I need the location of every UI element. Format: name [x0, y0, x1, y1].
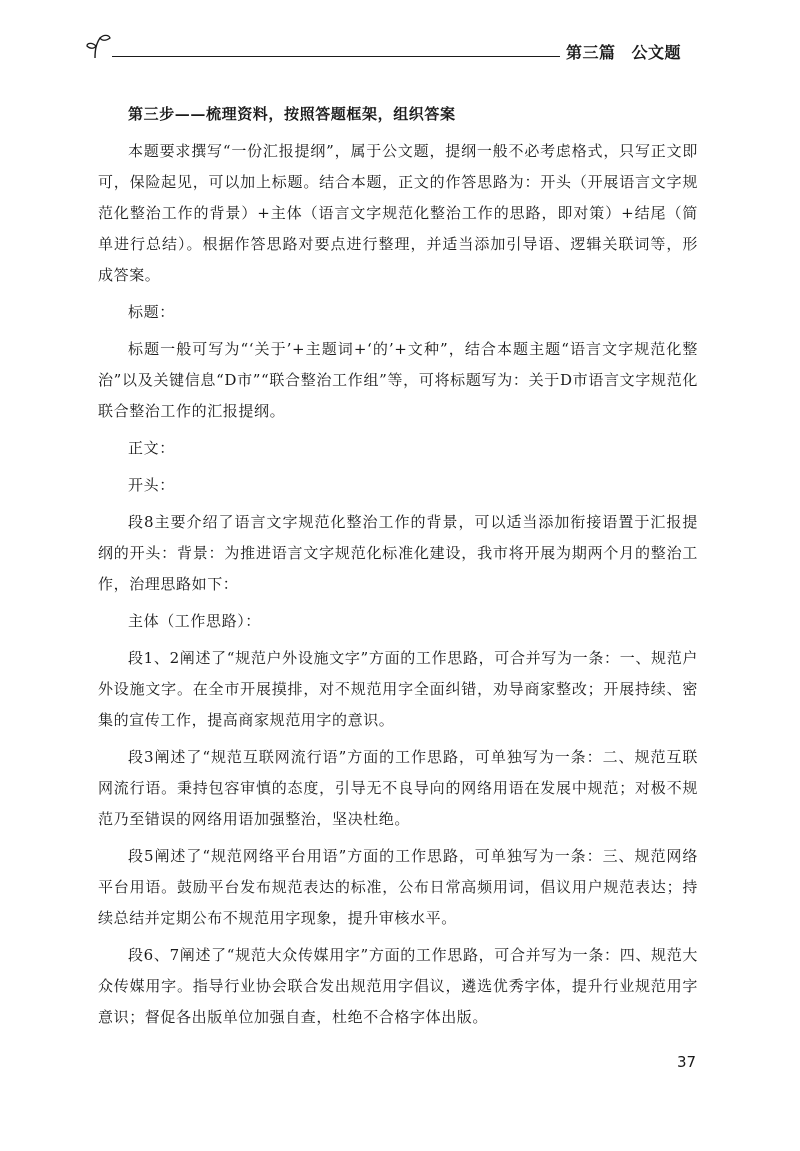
paragraph: 段8主要介绍了语言文字规范化整治工作的背景，可以适当添加衔接语置于汇报提纲的开头：背景：为推进语言文字规范化标准化建设，我市将开展为期两个月的整治工作，治理思路如下： — [98, 513, 698, 593]
section-label: 主体（工作思路）： — [128, 612, 261, 630]
paragraph: 段6、7阐述了“规范大众传媒用字”方面的工作思路，可合并写为一条：四、规范大众传媒用字。指导行业协会联合发出规范用字倡议，遴选优秀字体，提升行业规范用字意识；督促各出版单位加强自查，杜绝不合格字体出版。 — [98, 946, 698, 1026]
section-label: 标题： — [128, 303, 175, 321]
chapter-title — [566, 40, 681, 63]
paragraph: 标题一般可写为“‘关于’+主题词+‘的’+文种”，结合本题主题“语言文字规范化整治”以及关键信息“D市”“联合整治工作组”等，可将标题写为：关于D市语言文字规范化联合整治工作的汇报提纲。 — [98, 340, 698, 420]
paragraph: 本题要求撰写“一份汇报提纲”，属于公文题，提纲一般不必考虑格式，只写正文即可，保险起见，可以加上标题。结合本题，正文的作答思路为：开头（开展语言文字规范化整治工作的背景）+主体（语言文字规范化整治工作的思路，即对策）+结尾（简单进行总结）。根据作答思路对要点进行整理，并适当添加引导语、逻辑关联词等，形成答案。 — [98, 142, 698, 284]
paragraph: 段3阐述了“规范互联网流行语”方面的工作思路，可单独写为一条：二、规范互联网流行语。秉持包容审慎的态度，引导无不良导向的网络用语在发展中规范；对极不规范乃至错误的网络用语加强整治，坚决杜绝。 — [98, 748, 698, 828]
sprout-icon — [86, 32, 112, 60]
section-label: 开头： — [128, 476, 175, 494]
header-rule — [112, 56, 560, 57]
paragraph: 段5阐述了“规范网络平台用语”方面的工作思路，可单独写为一条：三、规范网络平台用语。鼓励平台发布规范表达的标准，公布日常高频用词，倡议用户规范表达；持续总结并定期公布不规范用字现象，提升审核水平。 — [98, 847, 698, 927]
page-number: 37 — [677, 1053, 697, 1071]
section-label: 正文： — [128, 439, 175, 457]
section-label: 公文题 — [631, 43, 682, 62]
running-header — [0, 0, 800, 70]
step-heading: 第三步——梳理资料，按照答题框架，组织答案 — [128, 105, 456, 123]
part-label: 第三篇 — [566, 43, 616, 62]
page-body — [98, 96, 698, 1036]
paragraph: 段1、2阐述了“规范户外设施文字”方面的工作思路，可合并写为一条：一、规范户外设施文字。在全市开展摸排，对不规范用字全面纠错，劝导商家整改；开展持续、密集的宣传工作，提高商家规范用字的意识。 — [98, 649, 698, 729]
